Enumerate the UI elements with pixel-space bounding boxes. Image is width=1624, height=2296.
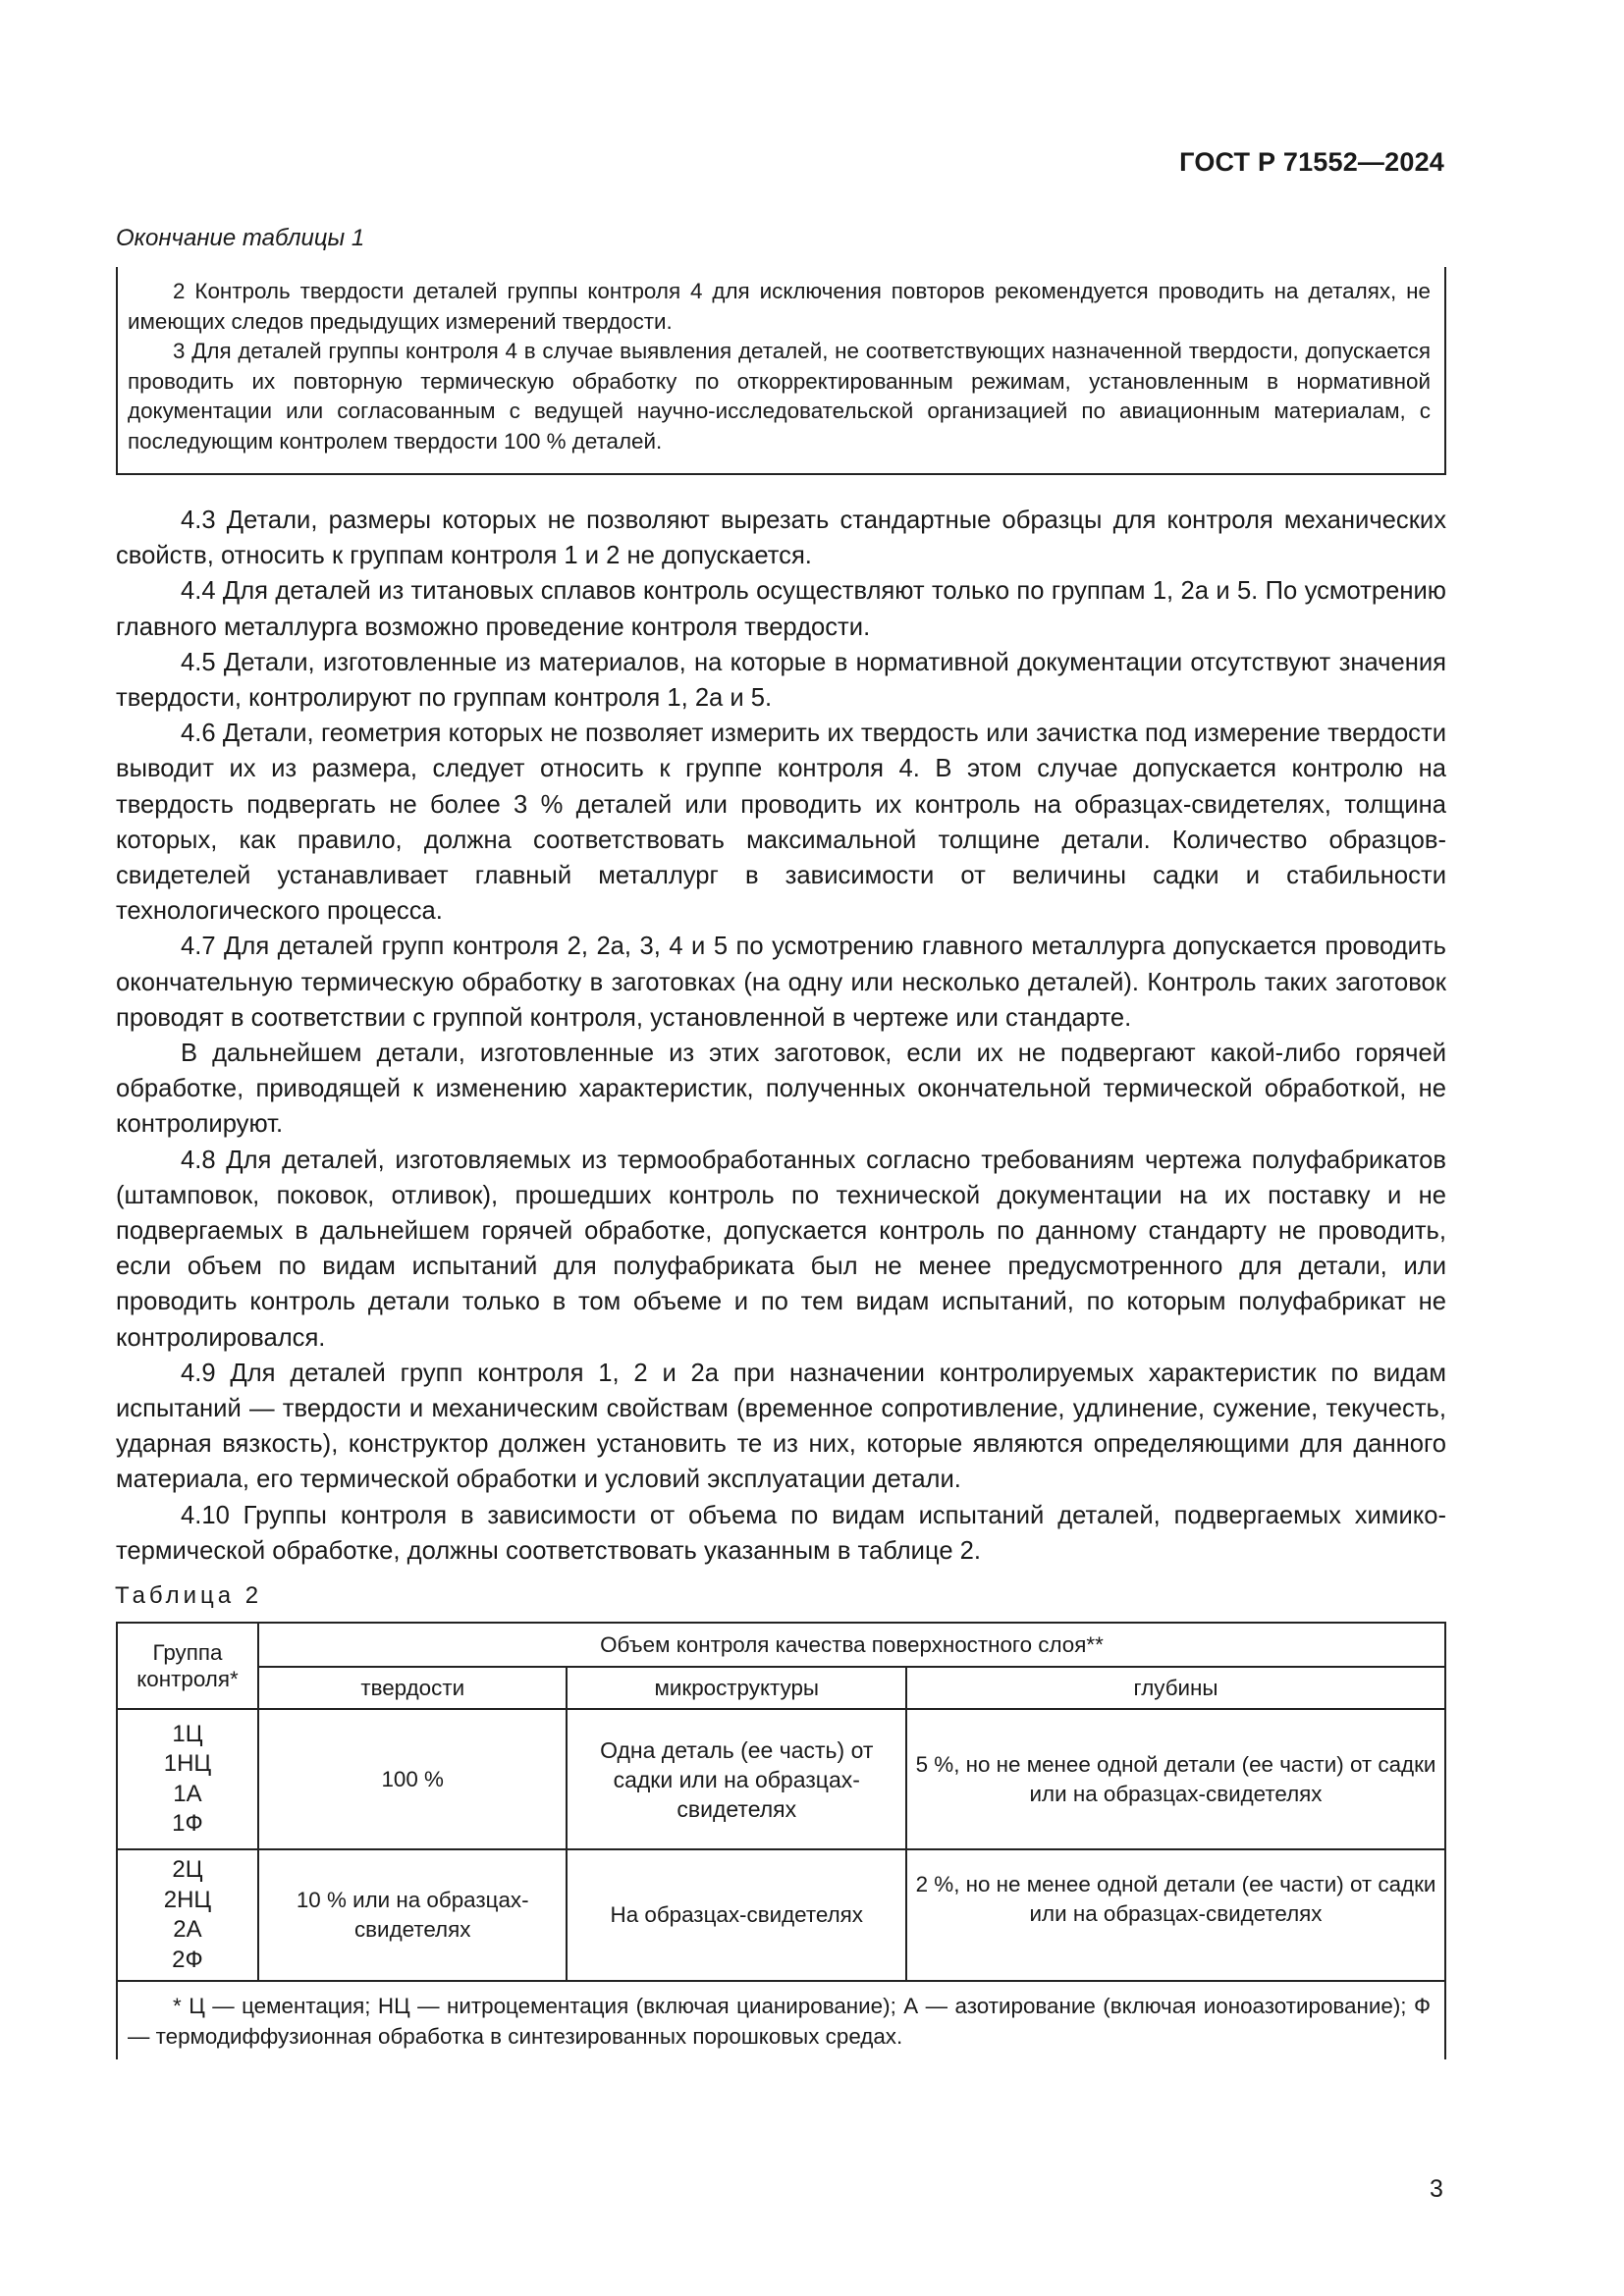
table2-header-group: Группа контроля* <box>117 1623 258 1709</box>
table1-continuation-caption: Окончание таблицы 1 <box>116 225 365 251</box>
table2-header-volume: Объем контроля качества поверхностного слоя** <box>258 1623 1445 1667</box>
table2 <box>116 1622 1446 2059</box>
table2-row1-hardness: 100 % <box>258 1709 568 1849</box>
paragraph-4-3: 4.3 Детали, размеры которых не позволяют вырезать стандартные образцы для контроля механических свойств, относить к группам контроля 1 и 2 не допускается. <box>116 507 1446 570</box>
table-row <box>117 1849 1445 1981</box>
table2-row2-groups: 2Ц 2НЦ 2А 2Ф <box>117 1849 258 1981</box>
table1-note-3: 3 Для деталей группы контроля 4 в случае выявления деталей, не соответствующих назначенной твердости, допускается проводить их повторную термическую обработку по откорректированным режимам, установленным в нормативной документации или согласованным с ведущей научно-исследовательской организацией по авиационным материалам, с последующим контролем твердости 100 % деталей. <box>128 339 1431 454</box>
table2-header-microstructure: микроструктуры <box>567 1667 906 1709</box>
table2-row2-microstructure: На образцах-свидетелях <box>567 1849 906 1981</box>
table1-notes-box <box>116 267 1446 475</box>
paragraph-4-6: 4.6 Детали, геометрия которых не позволяет измерить их твердость или зачистка под измерение твердости выводит их из размера, следует относить к группе контроля 4. В этом случае допускается контролю на твердость подвергать не более 3 % деталей или проводить их контроль на образцах-свидетелях, толщина которых, как правило, должна соответствовать максимальной толщине детали. Количество образцов-свидетелей устанавливает главный металлург в зависимости от величины садки и стабильности технологического процесса. <box>116 720 1446 926</box>
table2-row1-depth: 5 %, но не менее одной детали (ее части) от садки или на образцах-свидетелях <box>906 1709 1445 1849</box>
table2-row1-microstructure: Одна деталь (ее часть) от садки или на образцах-свидетелях <box>567 1709 906 1849</box>
table1-note-2: 2 Контроль твердости деталей группы контроля 4 для исключения повторов рекомендуется проводить на деталях, не имеющих следов предыдущих измерений твердости. <box>128 279 1431 334</box>
paragraph-4-4: 4.4 Для деталей из титановых сплавов контроль осуществляют только по группам 1, 2а и 5. По усмотрению главного металлурга возможно проведение контроля твердости. <box>116 577 1446 641</box>
paragraph-4-9: 4.9 Для деталей групп контроля 1, 2 и 2а при назначении контролируемых характеристик по видам испытаний — твердости и механическим свойствам (временное сопротивление, удлинение, сужение, текучесть, ударная вязкость), конструктор должен установить те из них, которые являются определяющими для данного материала, его термической обработки и условий эксплуатации детали. <box>116 1359 1446 1494</box>
paragraph-4-7-continued: В дальнейшем детали, изготовленные из этих заготовок, если их не подвергают какой-либо горячей обработке, приводящей к изменению характеристик, полученных окончательной термической обработкой, не контролируют. <box>116 1040 1446 1139</box>
paragraph-4-10: 4.10 Группы контроля в зависимости от объема по видам испытаний деталей, подвергаемых химико-термической обработке, должны соответствовать указанным в таблице 2. <box>116 1501 1446 1565</box>
table2-row2-hardness: 10 % или на образцах-свидетелях <box>258 1849 568 1981</box>
table2-row2-depth: 2 %, но не менее одной детали (ее части) от садки или на образцах-свидетелях <box>906 1849 1445 1981</box>
paragraph-4-8: 4.8 Для деталей, изготовляемых из термообработанных согласно требованиям чертежа полуфабрикатов (штамповок, поковок, отливок), прошедших контроль по технической документации на их поставку и не подвергаемых в дальнейшем горячей обработке, допускается контроль по данному стандарту не проводить, если объем по видам испытаний для полуфабриката был не менее предусмотренного для детали, или проводить контроль детали только в том объеме и по тем видам испытаний, по которым полуфабрикат не контролировался. <box>116 1146 1446 1352</box>
document-header-standard: ГОСТ Р 71552—2024 <box>1179 147 1444 177</box>
paragraph-4-5: 4.5 Детали, изготовленные из материалов, на которые в нормативной документации отсутствуют значения твердости, контролируют по группам контроля 1, 2а и 5. <box>116 648 1446 713</box>
table2-caption: Таблица 2 <box>115 1582 263 1609</box>
paragraph-4-7: 4.7 Для деталей групп контроля 2, 2а, 3, 4 и 5 по усмотрению главного металлурга допускается проводить окончательную термическую обработку в заготовках (на одну или несколько деталей). Контроль таких заготовок проводят в соответствии с группой контроля, установленной в чертеже или стандарте. <box>116 933 1446 1032</box>
table2-footnote: * Ц — цементация; НЦ — нитроцементация (включая цианирование); А — азотирование (включая ионоазотирование); Ф — термодиффузионная обработка в синтезированных порошковых средах. <box>117 1981 1445 2059</box>
table2-header-hardness: твердости <box>258 1667 568 1709</box>
body-text <box>116 503 1446 1569</box>
table-row <box>117 1709 1445 1849</box>
table2-header-depth: глубины <box>906 1667 1445 1709</box>
page-number: 3 <box>1430 2175 1443 2203</box>
table2-row1-groups: 1Ц 1НЦ 1А 1Ф <box>117 1709 258 1849</box>
